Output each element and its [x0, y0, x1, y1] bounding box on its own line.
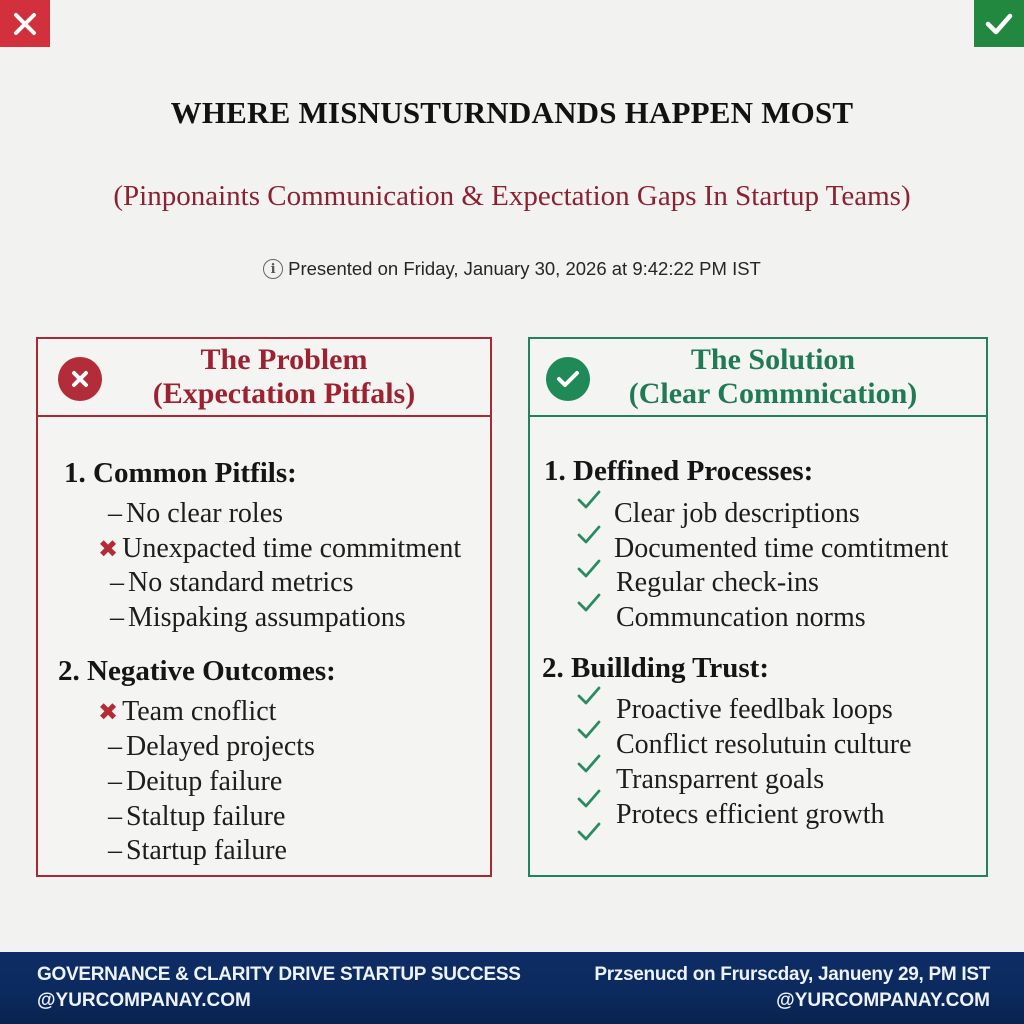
- problem-subtitle: (Expectation Pitfals): [152, 377, 416, 410]
- confirm-corner-button[interactable]: [974, 0, 1024, 47]
- list-item: – Staltup failure: [108, 801, 286, 832]
- list-item: – No clear roles: [108, 498, 284, 529]
- list-item: – Deitup failure: [108, 766, 283, 797]
- footer-bar: [0, 952, 1024, 1024]
- solution-title: The Solution: [690, 343, 856, 376]
- check-icon: [576, 558, 602, 580]
- solution-panel: [528, 337, 988, 877]
- problem-section2-title: 2. Negative Outcomes:: [58, 655, 336, 687]
- footer-company-left[interactable]: @YURCOMPANAY.COM: [37, 990, 251, 1011]
- info-icon: i: [263, 259, 283, 279]
- list-item: – Mispaking assumpations: [110, 602, 406, 633]
- list-item: Proactive feedlbak loops: [616, 694, 893, 725]
- cross-icon: ✖: [98, 698, 119, 726]
- list-item: – Delayed projects: [108, 731, 315, 762]
- close-corner-button[interactable]: [0, 0, 50, 47]
- problem-panel: [36, 337, 492, 877]
- list-item: Communcation norms: [616, 602, 866, 633]
- list-item: ✖ Unexpacted time commitment: [98, 533, 462, 564]
- problem-title: The Problem: [200, 343, 368, 376]
- list-item: Transparrent goals: [616, 764, 825, 795]
- solution-section1-title: 1. Deffined Processes:: [544, 455, 814, 487]
- cross-icon: ✖: [98, 535, 119, 563]
- problem-section1-title: 1. Common Pitfils:: [64, 457, 297, 489]
- solution-panel-header: [530, 339, 986, 417]
- check-icon: [576, 592, 602, 614]
- page-title: WHERE MISNUSTURNDANDS HAPPEN MOST: [170, 95, 854, 130]
- list-item: ✖ Team cnoflict: [98, 696, 277, 727]
- check-icon: [576, 719, 602, 741]
- check-circle-icon: [546, 357, 590, 401]
- solution-subtitle: (Clear Commnication): [628, 377, 918, 410]
- list-item: Documented time comtitment: [614, 533, 949, 564]
- list-item: – Startup failure: [108, 835, 287, 866]
- list-item: – No standard metrics: [110, 567, 354, 598]
- footer-tagline: GOVERNANCE & CLARITY DRIVE STARTUP SUCCESS: [37, 964, 521, 985]
- check-icon: [576, 685, 602, 707]
- close-x-icon: [12, 11, 38, 37]
- list-item: Clear job descriptions: [614, 498, 860, 529]
- checkmark-icon: [984, 11, 1014, 37]
- check-icon: [576, 524, 602, 546]
- check-icon: [576, 788, 602, 810]
- check-icon: [576, 753, 602, 775]
- check-icon: [576, 821, 602, 843]
- problem-panel-header: [38, 339, 490, 417]
- list-item: Conflict resolutuin culture: [616, 729, 912, 760]
- footer-company-right[interactable]: @YURCOMPANAY.COM: [776, 990, 990, 1011]
- list-item: Protecs efficient growth: [616, 799, 885, 830]
- footer-presented: Przsenucd on Frurscday, Janueny 29, PM IST: [594, 964, 990, 985]
- list-item: Regular check-ins: [616, 567, 819, 598]
- check-icon: [576, 489, 602, 511]
- presented-text: Presented on Friday, January 30, 2026 at 9:42:22 PM IST: [288, 258, 761, 279]
- page-subtitle: (Pinponaints Communication & Expectation Gaps In Startup Teams): [113, 180, 911, 212]
- x-circle-icon: [58, 357, 102, 401]
- solution-section2-title: 2. Buillding Trust:: [542, 652, 769, 684]
- presented-line: [0, 258, 1024, 280]
